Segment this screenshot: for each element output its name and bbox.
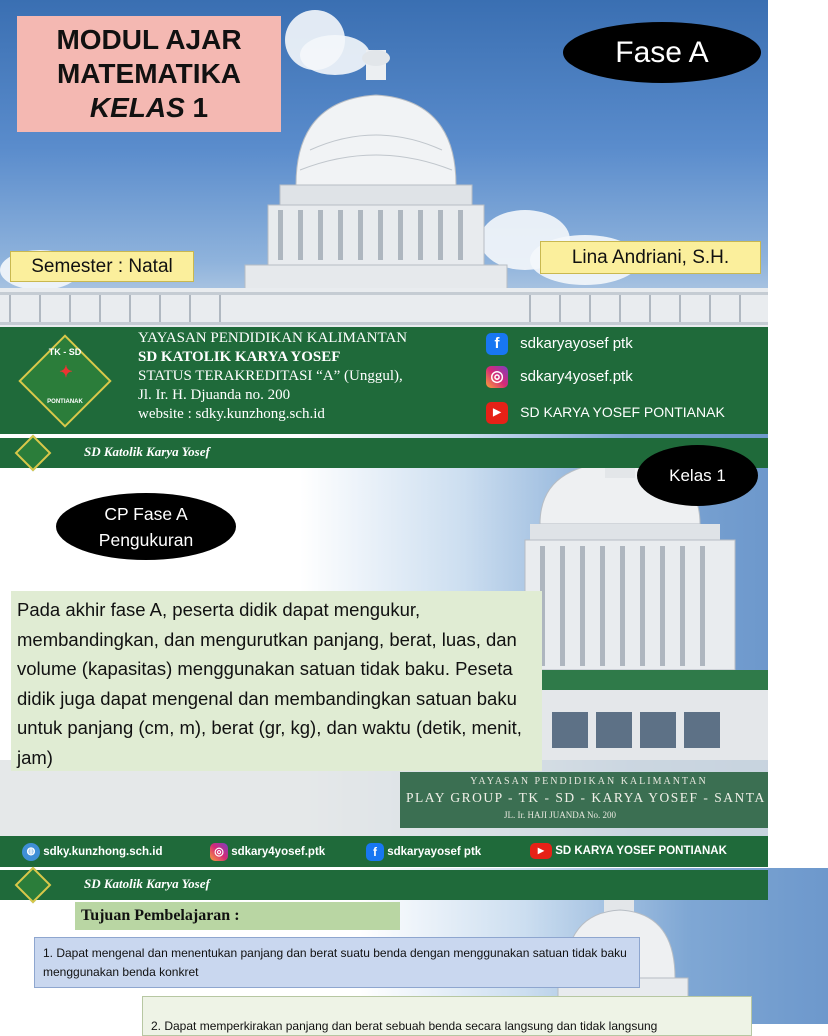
school-name: SD KATOLIK KARYA YOSEF bbox=[138, 349, 341, 365]
facebook-icon: f bbox=[486, 333, 508, 355]
instagram-icon: ◎ bbox=[486, 366, 508, 388]
title-line-3 bbox=[17, 91, 281, 125]
school-address: Jl. Ir. H. Djuanda no. 200 bbox=[138, 387, 291, 403]
title-kelas-number: 1 bbox=[192, 92, 209, 123]
header-logo bbox=[15, 435, 52, 472]
fase-badge: Fase A bbox=[563, 22, 761, 83]
school-accreditation: STATUS TERAKREDITASI “A” (Unggul), bbox=[138, 368, 403, 384]
tujuan-item-1: 1. Dapat mengenal dan menentukan panjang dan berat suatu benda dengan menggunakan satuan tidak baku menggunakan benda konkret bbox=[34, 937, 640, 988]
cp-topic: Pengukuran bbox=[98, 530, 194, 550]
cp-fase-title: CP Fase A bbox=[104, 504, 188, 524]
footer-youtube[interactable]: ▶ SD KARYA YOSEF PONTIANAK bbox=[530, 843, 727, 859]
title-line-1: MODUL AJAR bbox=[56, 24, 242, 55]
logo-bottom-text: PONTIANAK bbox=[47, 399, 83, 405]
tujuan-slide bbox=[0, 868, 768, 1033]
header-school-name: SD Katolik Karya Yosef bbox=[84, 876, 210, 891]
kelas-badge: Kelas 1 bbox=[637, 445, 758, 506]
building-sign-line-1: YAYASAN PENDIDIKAN KALIMANTAN bbox=[470, 776, 708, 787]
tujuan-item-2: 2. Dapat memperkirakan panjang dan berat sebuah benda secara langsung dan tidak langsung bbox=[142, 996, 752, 1036]
logo-top-text: TK - SD bbox=[48, 347, 82, 357]
school-website: website : sdky.kunzhong.sch.id bbox=[138, 406, 325, 422]
footer-instagram[interactable]: ◎ sdkary4yosef.ptk bbox=[210, 843, 325, 861]
facebook-icon: f bbox=[366, 843, 384, 861]
author-label: Lina Andriani, S.H. bbox=[540, 241, 761, 274]
semester-label: Semester : Natal bbox=[10, 251, 194, 282]
school-banner bbox=[0, 327, 768, 435]
module-title-box bbox=[17, 16, 281, 132]
cover-slide bbox=[0, 0, 768, 328]
slide2-footer bbox=[0, 836, 768, 867]
social-youtube[interactable]: ▶ SD KARYA YOSEF PONTIANAK bbox=[486, 402, 725, 424]
social-instagram[interactable]: ◎ sdkary4yosef.ptk bbox=[486, 366, 633, 388]
header-school-name: SD Katolik Karya Yosef bbox=[84, 444, 210, 459]
building-sign-line-3: JL. Ir. HAJI JUANDA No. 200 bbox=[504, 810, 616, 820]
title-line-2: MATEMATIKA bbox=[56, 58, 242, 89]
logo-emblem-icon: ✦ bbox=[59, 364, 73, 381]
header-logo bbox=[15, 867, 52, 904]
social-facebook[interactable]: f sdkaryayosef ptk bbox=[486, 333, 633, 355]
title-kelas-word: KELAS bbox=[89, 92, 185, 123]
youtube-icon: ▶ bbox=[530, 843, 552, 859]
cp-description: Pada akhir fase A, peserta didik dapat mengukur, membandingkan, dan mengurutkan panjang, berat, luas, dan volume (kapasitas) menggunakan satuan tidak baku. Peseta didik juga dapat mengenal dan membandingkan satuan baku untuk panjang (cm, m), berat (gr, kg), dan waktu (detik, menit, jam) bbox=[11, 591, 542, 771]
school-address-block bbox=[138, 329, 407, 424]
tujuan-title: Tujuan Pembelajaran : bbox=[75, 902, 400, 930]
slide3-header bbox=[0, 870, 768, 900]
building-sign-line-2: PLAY GROUP - TK - SD - KARYA YOSEF - SANTA bbox=[406, 790, 766, 805]
globe-icon: ◍ bbox=[22, 843, 40, 861]
school-foundation: YAYASAN PENDIDIKAN KALIMANTAN bbox=[138, 330, 408, 346]
instagram-icon: ◎ bbox=[210, 843, 228, 861]
footer-website[interactable]: ◍ sdky.kunzhong.sch.id bbox=[22, 843, 162, 861]
youtube-icon: ▶ bbox=[486, 402, 508, 424]
cp-fase-oval bbox=[56, 493, 236, 560]
footer-facebook[interactable]: f sdkaryayosef ptk bbox=[366, 843, 481, 861]
